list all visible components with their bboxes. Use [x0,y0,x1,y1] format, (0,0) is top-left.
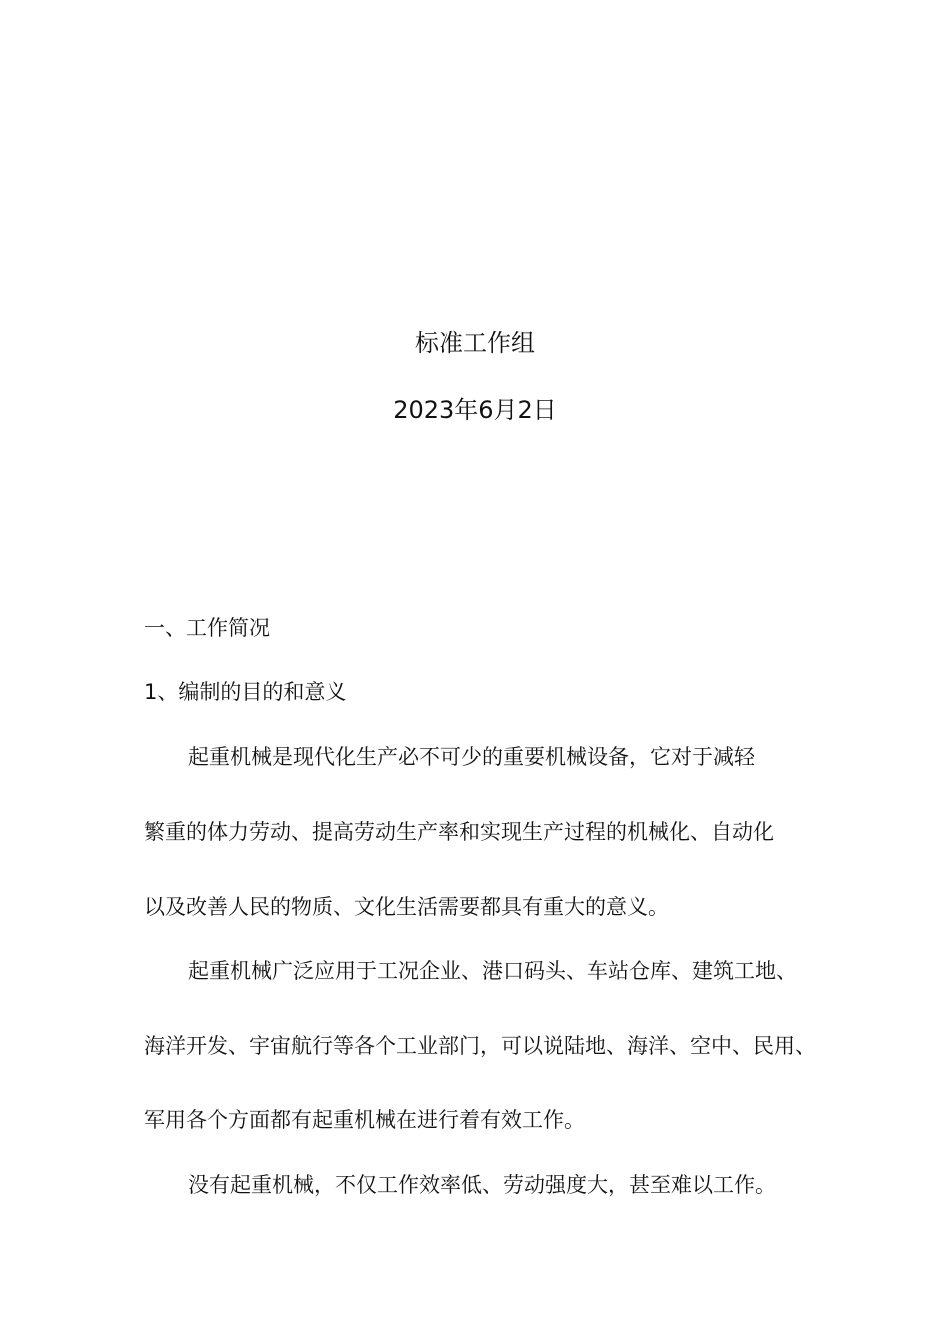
paragraph-3-line-1: 没有起重机械，不仅工作效率低、劳动强度大，甚至难以工作。 [188,1173,776,1197]
paragraph-1-line-3: 以及改善人民的物质、文化生活需要都具有重大的意义。 [144,895,669,919]
paragraph-2-line-2: 海洋开发、宇宙航行等各个工业部门，可以说陆地、海洋、空中、民用、 [144,1034,816,1058]
paragraph-1-line-1: 起重机械是现代化生产必不可少的重要机械设备，它对于减轻 [188,745,755,769]
paragraph-2-line-1: 起重机械广泛应用于工况企业、港口码头、车站仓库、建筑工地、 [188,959,797,983]
document-date: 2023年6月2日 [393,396,557,424]
organization-name: 标准工作组 [415,329,535,357]
paragraph-2-line-3: 军用各个方面都有起重机械在进行着有效工作。 [144,1108,585,1132]
paragraph-1-line-2: 繁重的体力劳动、提高劳动生产率和实现生产过程的机械化、自动化 [144,820,774,844]
subsection-heading: 1、编制的目的和意义 [144,680,347,704]
section-heading: 一、工作简况 [144,616,270,640]
